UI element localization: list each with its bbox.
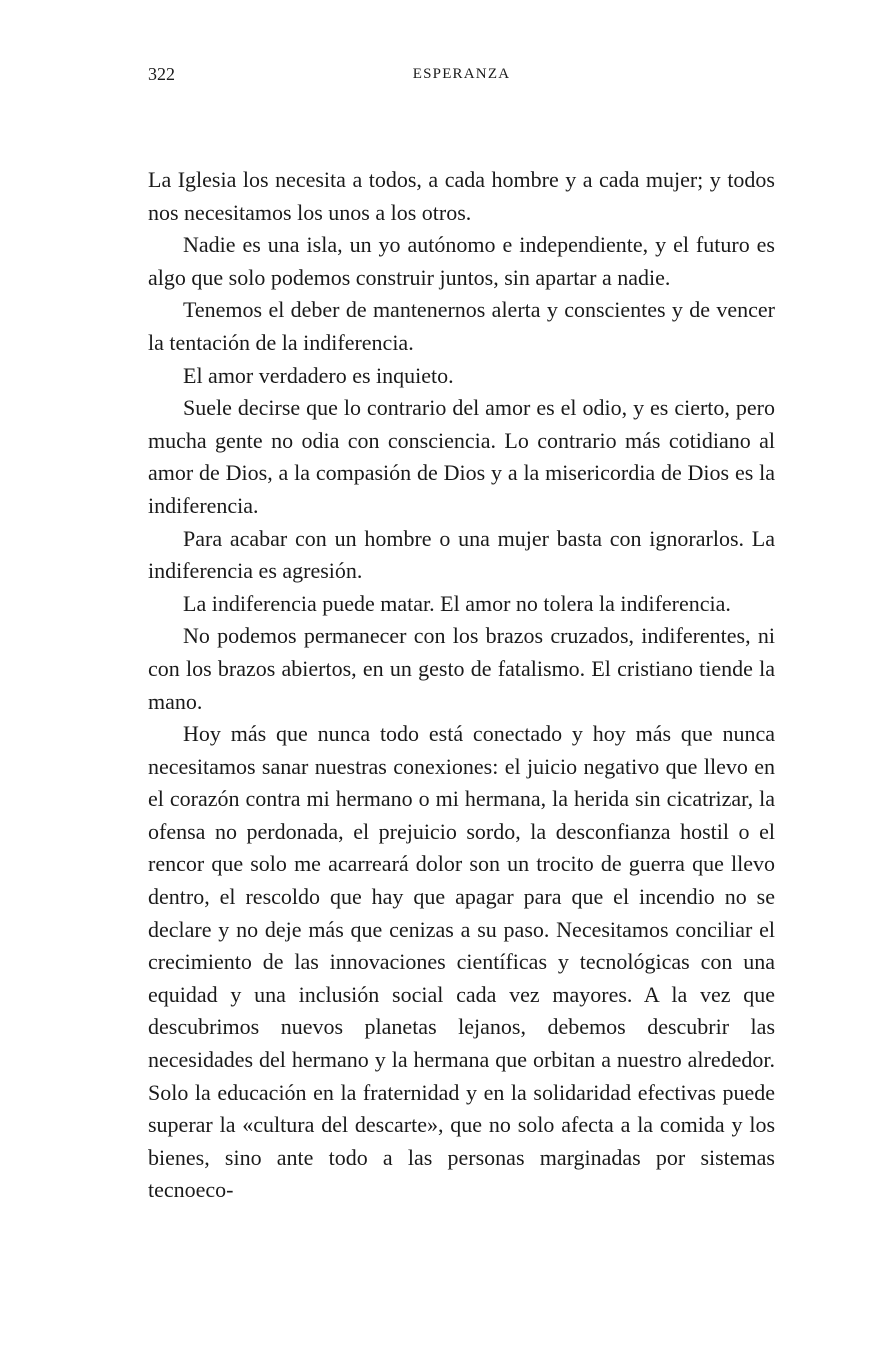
- body-text: [148, 164, 775, 1207]
- running-head: ESPERANZA: [412, 66, 511, 82]
- paragraph: El amor verdadero es inquieto.: [183, 362, 454, 388]
- paragraph: Nadie es una isla, un yo autónomo e independiente, y el futuro es algo que solo podemos construir juntos, sin apartar a nadie.: [148, 232, 775, 290]
- paragraph: No podemos permanecer con los brazos cruzados, indiferentes, ni con los brazos abiertos, en un gesto de fatalismo. El cristiano tiende la mano.: [148, 623, 775, 714]
- paragraph: Hoy más que nunca todo está conectado y hoy más que nunca necesitamos sanar nuestras conexiones: el juicio negativo que llevo en el corazón contra mi hermano o mi hermana, la herida sin cicatrizar, la ofensa no perdonada, el prejuicio sordo, la desconfianza hostil o el rencor que solo me acarreará dolor son un trocito de guerra que llevo dentro, el rescoldo que hay que apagar para que el incendio no se declare y no deje más que cenizas a su paso. Necesitamos conciliar el crecimiento de las innovaciones científicas y tecnológicas con una equidad y una inclusión social cada vez mayores. A la vez que descubrimos nuevos planetas lejanos, debemos descubrir las necesidades del hermano y la hermana que orbitan a nuestro alrededor. Solo la educación en la fraternidad y en la solidaridad efectivas puede superar la «cultura del descarte», que no solo afecta a la comida y los bienes, sino ante todo a las personas marginadas por sistemas tecnoeco-: [148, 721, 775, 1203]
- paragraph: Suele decirse que lo contrario del amor es el odio, y es cierto, pero mucha gente no odia con consciencia. Lo contrario más cotidiano al amor de Dios, a la compasión de Dios y a la misericordia de Dios es la indiferencia.: [148, 395, 775, 518]
- page-number: 322: [148, 64, 175, 84]
- paragraph: Tenemos el deber de mantenernos alerta y conscientes y de vencer la tentación de la indiferencia.: [148, 297, 775, 355]
- paragraph: La Iglesia los necesita a todos, a cada hombre y a cada mujer; y todos nos necesitamos los unos a los otros.: [148, 167, 775, 225]
- paragraph: Para acabar con un hombre o una mujer basta con ignorarlos. La indiferencia es agresión.: [148, 525, 775, 584]
- page-header: [148, 62, 775, 86]
- paragraph: La indiferencia puede matar. El amor no tolera la indiferencia.: [183, 590, 731, 616]
